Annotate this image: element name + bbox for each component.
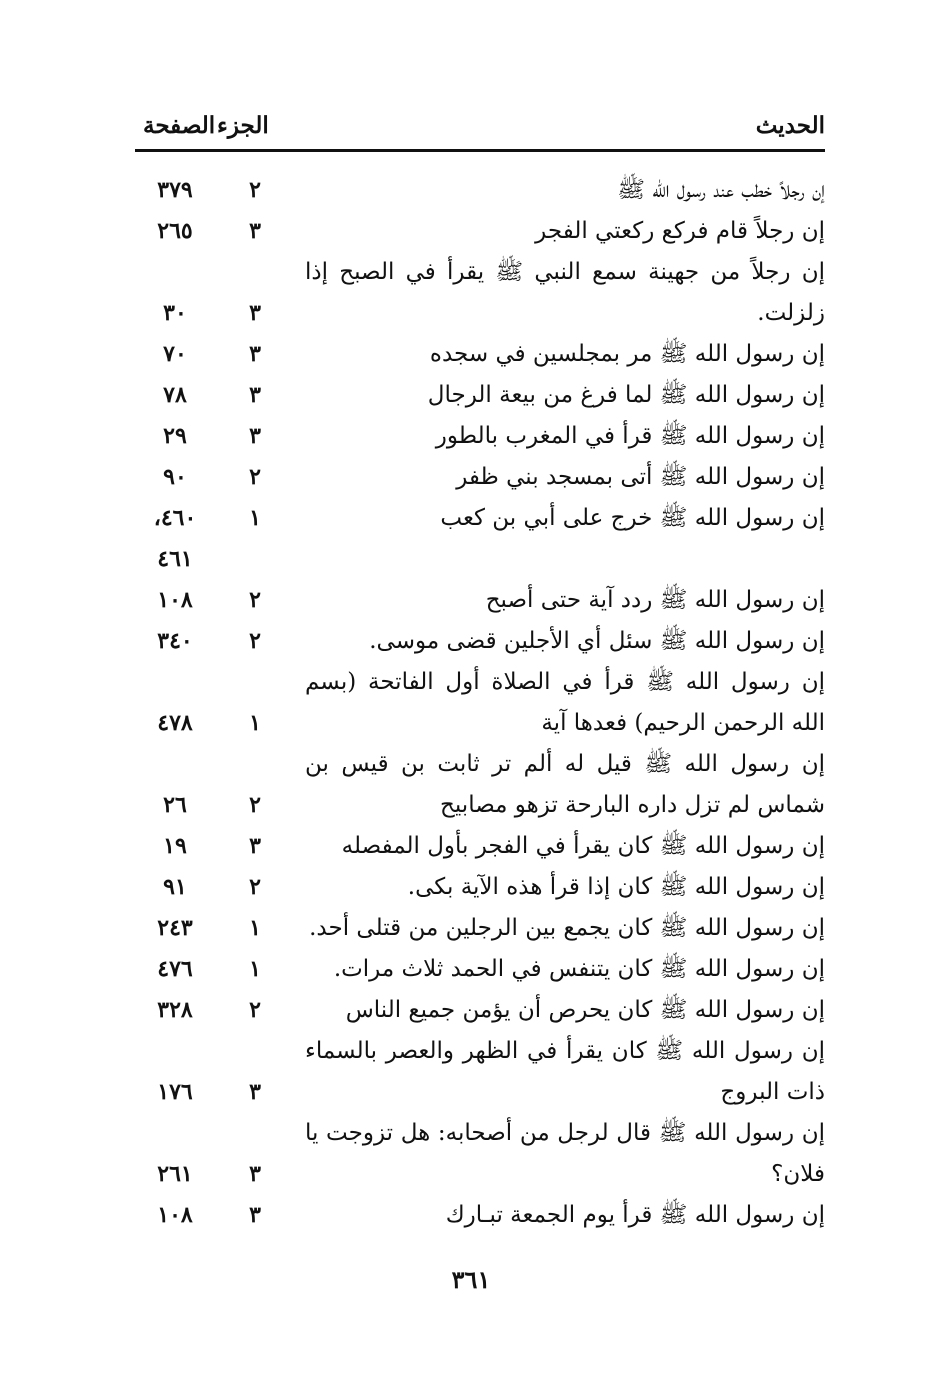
index-entry [135,990,825,1031]
hadith-text: إن رسول الله ﷺ قرأ يوم الجمعة تبـارك [445,1202,825,1228]
volume-number: ٢ [249,792,261,818]
index-entry [135,1113,825,1195]
header-page: الصفحة [143,112,216,139]
index-entry [135,826,825,867]
volume-number: ٣ [249,423,261,449]
page-reference: ٩٠ [163,464,187,490]
page-reference: ١٠٨ [157,1202,193,1228]
volume-number: ١ [249,956,261,982]
volume-number: ٣ [249,382,261,408]
hadith-text: إن رسول الله ﷺ قرأ في المغرب بالطور [435,423,825,449]
page-reference: ٤٦٠، ٤٦١ [153,505,197,572]
hadith-index-list [135,170,825,1236]
volume-number: ٢ [249,177,261,203]
page-reference: ٢٦١ [157,1161,193,1187]
volume-number: ١ [249,710,261,736]
hadith-text: إن رسول الله ﷺ أتى بمسجد بني ظفر [456,464,825,490]
page-reference: ٢٩ [163,423,187,449]
volume-number: ١ [249,505,261,531]
hadith-text: إن رسول الله ﷺ سئل أي الأجلين قضى موسى. [369,628,825,654]
hadith-text: إن رجلاً خطب عند رسول الله ﷺ [617,177,825,203]
page-reference: ٣٢٨ [157,997,193,1023]
index-entry [135,1031,825,1113]
index-entry [135,580,825,621]
page-reference: ٢٦ [163,792,187,818]
table-header [135,108,825,146]
hadith-text: إن رسول الله ﷺ ردد آية حتى أصبح [485,587,825,613]
volume-number: ٢ [249,997,261,1023]
page-reference: ١٩ [163,833,187,859]
page-reference: ٩١ [163,874,187,900]
hadith-text: إن رسول الله ﷺ قرأ في الصلاة أول الفاتحة (بسم الله الرحمن الرحيم) فعدها آية [305,669,825,736]
hadith-text: إن رسول الله ﷺ مر بمجلسين في سجده [429,341,825,367]
hadith-text: إن رسول الله ﷺ لما فرغ من بيعة الرجال [427,382,825,408]
page-reference: ٧٠ [163,341,187,367]
index-entry [135,170,825,211]
hadith-text: إن رسول الله ﷺ كان يحرص أن يؤمن جميع الناس [345,997,825,1023]
index-entry [135,375,825,416]
page-reference: ٢٤٣ [157,915,193,941]
volume-number: ٣ [249,1161,261,1187]
hadith-text: إن رسول الله ﷺ قيل له ألم تر ثابت بن قيس بن شماس لم تزل داره البارحة تزهو مصابيح [305,751,825,818]
index-entry [135,252,825,334]
volume-number: ٢ [249,464,261,490]
hadith-text: إن رسول الله ﷺ كان يجمع بين الرجلين من قتلى أحد. [309,915,825,941]
page-reference: ٢٦٥ [157,218,193,244]
page-reference: ٤٧٨ [157,710,193,736]
volume-number: ٣ [249,833,261,859]
hadith-text: إن رجلاً من جهينة سمع النبي ﷺ يقرأ في الصبح إذا زلزلت. [305,259,825,326]
index-entry [135,949,825,990]
hadith-text: إن رجلاً قام فركع ركعتي الفجر [535,218,825,244]
hadith-text: إن رسول الله ﷺ كان إذا قرأ هذه الآية بكى. [407,874,825,900]
volume-number: ٣ [249,341,261,367]
volume-number: ٣ [249,300,261,326]
index-entry [135,908,825,949]
index-entry [135,744,825,826]
volume-number: ١ [249,915,261,941]
volume-number: ٢ [249,874,261,900]
index-entry [135,498,825,580]
index-entry [135,621,825,662]
header-volume: الجزء [217,112,269,139]
header-hadith: الحديث [755,112,825,139]
page-reference: ٣٠ [163,300,187,326]
hadith-text: إن رسول الله ﷺ كان يقرأ في الظهر والعصر بالسماء ذات البروج [305,1038,825,1105]
volume-number: ٣ [249,1202,261,1228]
index-entry [135,457,825,498]
index-entry [135,1195,825,1236]
index-entry [135,662,825,744]
page-reference: ٣٤٠ [157,628,193,654]
header-divider [135,149,825,152]
page-reference: ١٧٦ [157,1079,193,1105]
index-entry [135,867,825,908]
volume-number: ٣ [249,218,261,244]
page-reference: ٧٨ [163,382,187,408]
hadith-text: إن رسول الله ﷺ قال لرجل من أصحابه: هل تزوجت يا فلان؟ [305,1120,825,1187]
index-entry [135,334,825,375]
page-reference: ٤٧٦ [157,956,193,982]
volume-number: ٣ [249,1079,261,1105]
volume-number: ٢ [249,587,261,613]
hadith-text: إن رسول الله ﷺ كان يتنفس في الحمد ثلاث مرات. [333,956,825,982]
hadith-text: إن رسول الله ﷺ كان يقرأ في الفجر بأول المفصله [341,833,825,859]
page-reference: ١٠٨ [157,587,193,613]
volume-number: ٢ [249,628,261,654]
hadith-text: إن رسول الله ﷺ خرج على أبي بن كعب [440,505,825,531]
index-entry [135,211,825,252]
page-number: ٣٦١ [451,1265,491,1294]
page-reference: ٣٧٩ [157,177,193,203]
index-entry [135,416,825,457]
